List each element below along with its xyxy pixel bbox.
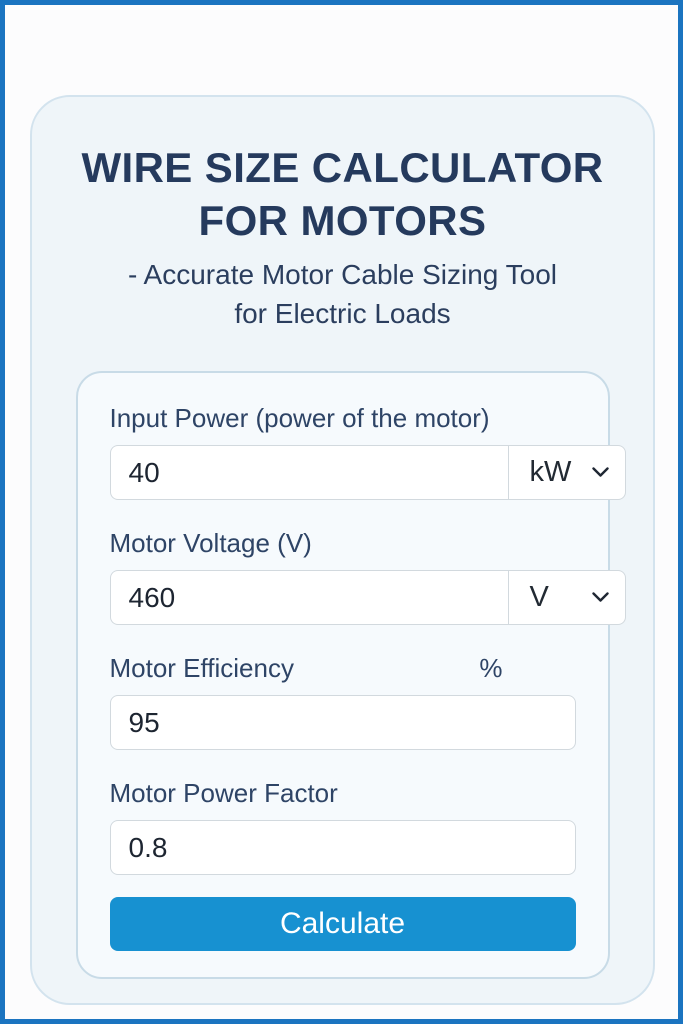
chevron-down-icon bbox=[592, 592, 609, 603]
page-subtitle bbox=[32, 255, 653, 333]
motor-voltage-field[interactable] bbox=[110, 570, 508, 625]
input-power-field[interactable] bbox=[110, 445, 508, 500]
input-power-unit-value: kW bbox=[529, 456, 572, 488]
motor-efficiency-label: Motor Efficiency bbox=[109, 653, 294, 683]
page-subtitle-line-2: for Electric Loads bbox=[234, 298, 451, 329]
motor-power-factor-label-row bbox=[110, 778, 576, 808]
motor-power-factor-label: Motor Power Factor bbox=[109, 778, 338, 808]
page-title-line-1: WIRE SIZE CALCULATOR bbox=[81, 144, 604, 191]
input-power-label-row bbox=[110, 403, 576, 433]
motor-efficiency-field[interactable] bbox=[110, 695, 576, 750]
motor-voltage-unit-select[interactable] bbox=[508, 570, 626, 625]
input-power-unit-select[interactable] bbox=[508, 445, 626, 500]
motor-power-factor-field[interactable] bbox=[110, 820, 576, 875]
input-power-label: Input Power (power of the motor) bbox=[109, 403, 490, 433]
motor-efficiency-unit-label: % bbox=[479, 652, 503, 683]
motor-efficiency-label-row bbox=[110, 653, 576, 683]
input-power-group bbox=[110, 445, 576, 500]
chevron-down-icon bbox=[592, 467, 609, 478]
calculator-form bbox=[76, 371, 610, 979]
page-title bbox=[32, 141, 653, 247]
page-subtitle-line-1: - Accurate Motor Cable Sizing Tool bbox=[127, 259, 558, 290]
page-title-line-2: FOR MOTORS bbox=[198, 197, 487, 244]
motor-voltage-unit-value: V bbox=[529, 581, 549, 613]
motor-voltage-group bbox=[110, 570, 576, 625]
calculate-button[interactable]: Calculate bbox=[110, 897, 576, 951]
calculator-card bbox=[30, 95, 655, 1005]
motor-voltage-label: Motor Voltage (V) bbox=[109, 528, 312, 558]
motor-voltage-label-row bbox=[110, 528, 576, 558]
